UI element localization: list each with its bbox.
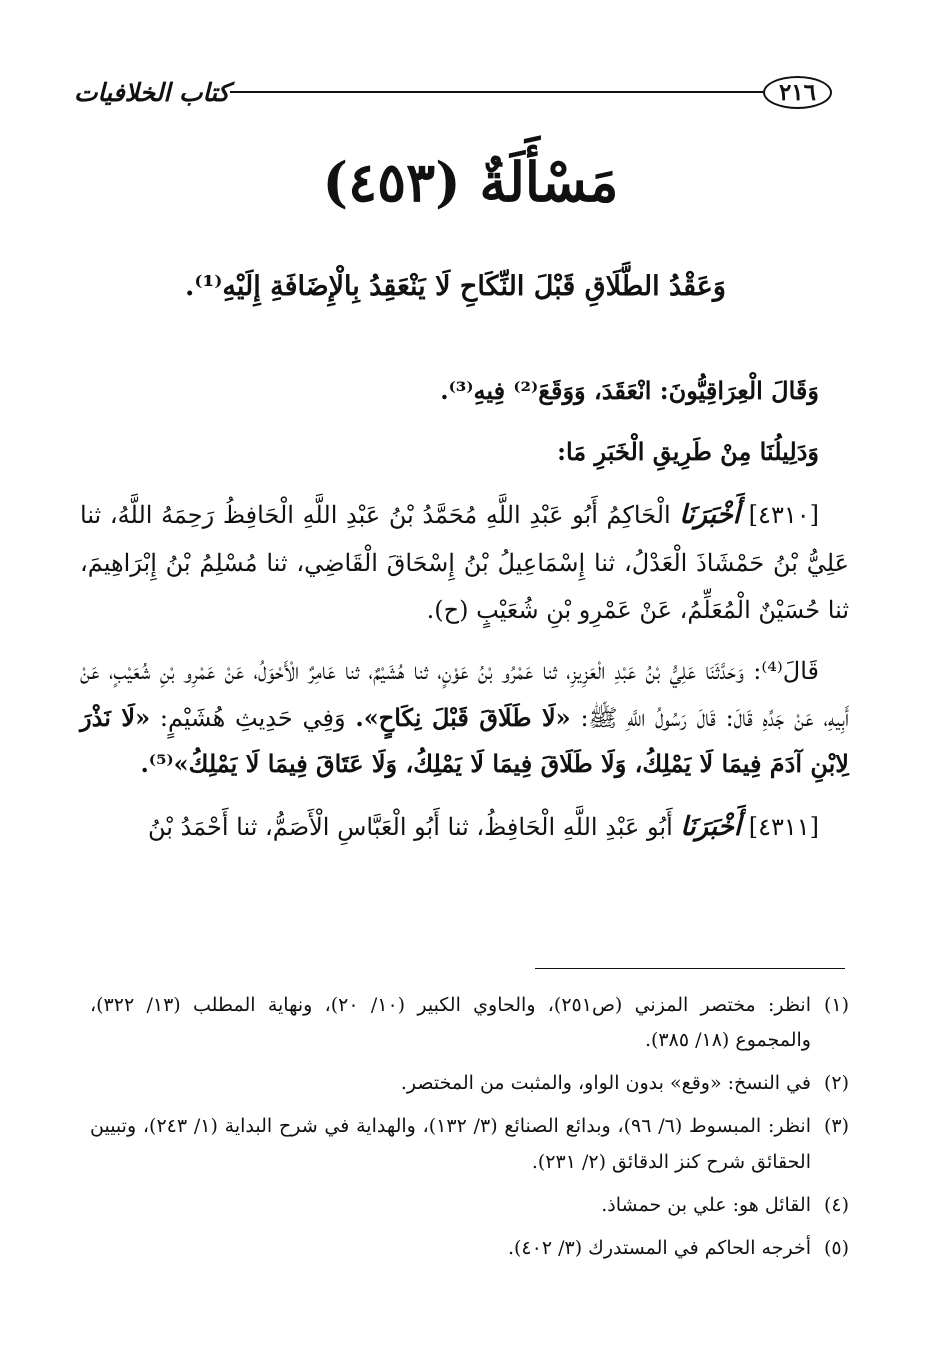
running-header bbox=[60, 72, 846, 112]
hadith-matn-2: «لَا نَذْرَ لِابْنِ آدَمَ فِيمَا لَا يَمْلِكُ، وَلَا طَلَاقَ فِيمَا لَا يَمْلِكُ، وَلَا عَتَاقَ فِيمَا لَا يَمْلِكُ»⁽⁵⁾. bbox=[80, 702, 849, 779]
issue-title: مَسْأَلَةٌ (٤٥٣) bbox=[322, 150, 619, 214]
header-rule bbox=[230, 91, 763, 93]
footnote-number: (٢) bbox=[823, 1072, 849, 1095]
footnotes bbox=[90, 988, 849, 1274]
footnote-item bbox=[90, 988, 849, 1058]
page-number: ٢١٦ bbox=[763, 76, 832, 109]
hadith-4311 bbox=[80, 802, 849, 853]
footnote-text: انظر: المبسوط (٦/ ٩٦)، وبدائع الصنائع (٣/ ١٣٢)، والهداية في شرح البداية (١/ ٢٤٣)، وتبيين الحقائق شرح كنز الدقائق (٢/ ٢٣١). bbox=[90, 1115, 811, 1173]
akhbarana-label: أَخْبَرَنَا bbox=[680, 812, 742, 843]
footnote-number: (٤) bbox=[823, 1193, 849, 1216]
chain-text: قَالَ⁽⁴⁾: وَحَدَّثَنَا عَلِيُّ بْنُ عَبْدِ الْعَزِيزِ، ثنا عَمْرُو بْنُ عَوْنٍ، ثنا هُشَيْمٌ، ثنا عَامِرٌ الْأَحْوَلُ، عَنْ عَمْرِو بْنِ شُعَيْبٍ، عَنْ أَبِيهِ، عَنْ جَدِّهِ قَالَ: قَالَ رَسُولُ اللَّهِ ﷺ: bbox=[80, 656, 849, 732]
footnote-text: أخرجه الحاكم في المستدرك (٣/ ٤٠٢). bbox=[507, 1236, 811, 1259]
hadith-number: [٤٣١٠] bbox=[748, 500, 819, 529]
footnote-item bbox=[90, 1066, 849, 1101]
hadith-matn: «لَا طَلَاقَ قَبْلَ نِكَاحٍ». bbox=[355, 702, 571, 732]
footnote-number: (١) bbox=[823, 994, 849, 1016]
akhbarana-label: أَخْبَرَنَا bbox=[679, 499, 741, 530]
paragraph-iraqis: وَقَالَ الْعِرَاقِيُّونَ: انْعَقَدَ، وَوَقَعَ⁽²⁾ فِيهِ⁽³⁾. bbox=[440, 376, 819, 405]
book-title: كتاب الخلافيات bbox=[74, 77, 230, 107]
footnote-item bbox=[90, 1109, 849, 1179]
hadith-number: [٤٣١١] bbox=[748, 813, 819, 842]
footnote-text: القائل هو: علي بن حمشاذ. bbox=[601, 1193, 811, 1216]
footnote-item bbox=[90, 1231, 849, 1266]
issue-subtitle: وَعَقْدُ الطَّلَاقِ قَبْلَ النِّكَاحِ لَا يَنْعَقِدُ بِالْإِضَافَةِ إِلَيْهِ⁽¹⁾. bbox=[185, 271, 726, 302]
footnote-text: انظر: مختصر المزني (ص٢٥١)، والحاوي الكبير (١٠/ ٢٠)، ونهاية المطلب (١٣/ ٣٢٢)، والمجموع (١٨/ ٣٨٥). bbox=[90, 994, 811, 1052]
footnote-number: (٣) bbox=[823, 1115, 849, 1138]
chain-text-2: وَفِي حَدِيثِ هُشَيْمٍ: bbox=[159, 703, 346, 732]
footnote-number: (٥) bbox=[823, 1236, 849, 1259]
hadith-chain: أَبُو عَبْدِ اللَّهِ الْحَافِظُ، ثنا أَبُو الْعَبَّاسِ الْأَصَمُّ، ثنا أَحْمَدُ بْنُ bbox=[147, 813, 673, 842]
hadith-chain-2 bbox=[80, 648, 849, 788]
footnote-separator bbox=[535, 968, 845, 969]
footnote-item bbox=[90, 1188, 849, 1223]
hadith-4310 bbox=[80, 490, 849, 634]
footnote-text: في النسخ: «وقع» بدون الواو، والمثبت من المختصر. bbox=[400, 1072, 811, 1095]
paragraph-evidence: وَدَلِيلُنَا مِنْ طَرِيقِ الْخَبَرِ مَا: bbox=[557, 436, 819, 466]
main-text bbox=[80, 368, 849, 867]
hadith-chain: الْحَاكِمُ أَبُو عَبْدِ اللَّهِ مُحَمَّدُ بْنُ عَبْدِ اللَّهِ الْحَافِظُ رَحِمَهُ اللَّهُ، ثنا عَلِيُّ بْنُ حَمْشَاذَ الْعَدْلُ، ثنا إِسْمَاعِيلُ بْنُ إِسْحَاقَ الْقَاضِي، ثنا مُسْلِمُ بْنُ إِبْرَاهِيمَ، ثنا حُسَيْنٌ الْمُعَلِّمُ، عَنْ عَمْرِو بْنِ شُعَيْبٍ (ح). bbox=[80, 500, 849, 625]
